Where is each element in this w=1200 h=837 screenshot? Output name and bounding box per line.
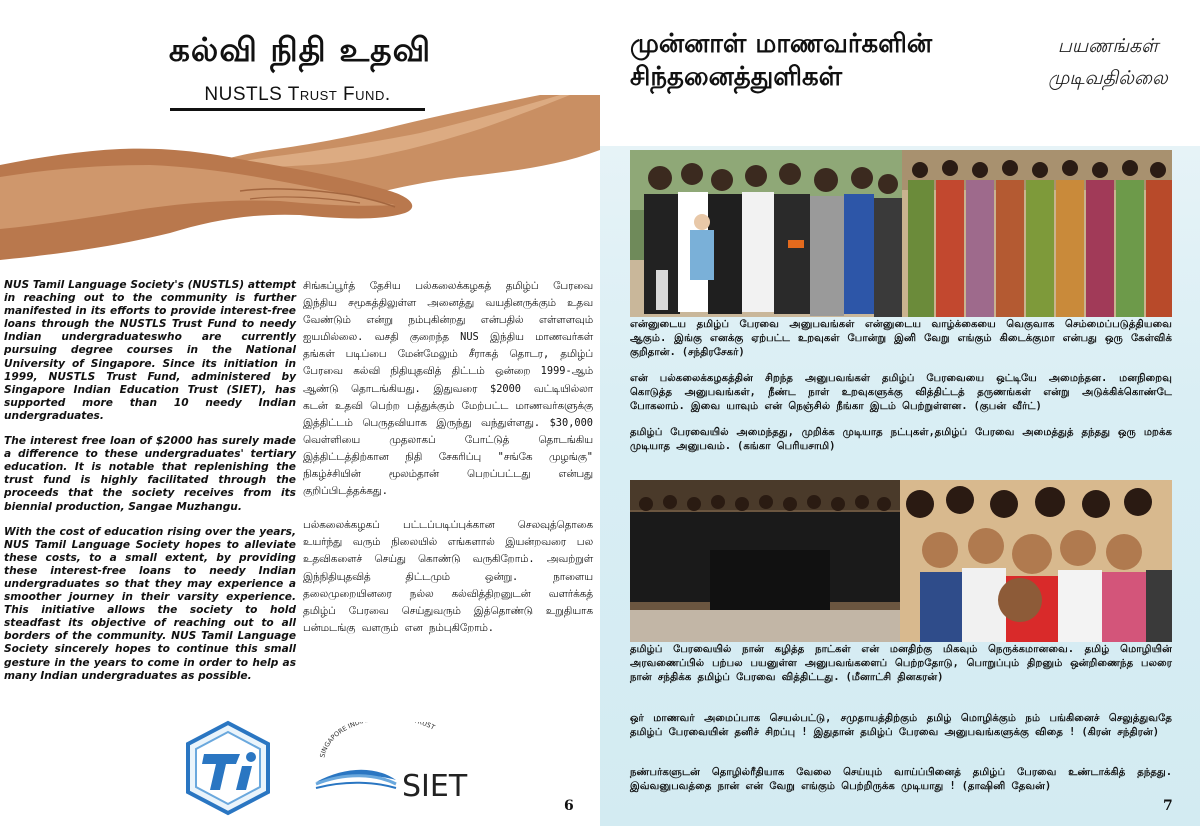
testimonial-quote: ஒர் மாணவர் அமைப்பாக செயல்பட்டு, சமுதாயத்திற்கும் தமிழ் மொழிக்கும் நம் பங்கினைச் செலுத்துவதே தமிழ்ப் பேரவையின் தனிச் சிறப்பு ! இதுதான் தமிழ்ப் பேரவை அனுபவங்களுக்கு விதை ! (கிரன் சந்திரன்): [630, 713, 1172, 738]
group-photo-black-attire: [630, 480, 900, 642]
testimonial-quote: நண்பர்களுடன் தொழில்ரீதியாக வேலை செய்யும் வாய்ப்பினைத் தமிழ்ப் பேரவை உண்டாக்கித் தந்தது. இவ்வனுபவத்தை நான் என் வேறு எங்கும் பெற்றிருக்க முடியாது ! (தாஷினி தேவன்): [630, 767, 1172, 792]
page-title: [630, 28, 1030, 94]
siet-arc-text: SINGAPORE IND UST: [318, 722, 437, 759]
english-paragraph: The interest free loan of $2000 has surely made a difference to these undergraduates' tertiary education. It is notable that replenishing the trust fund is highly facilitated through the proceeds that the society receives from its biennial production, Sangae Muzhangu.: [4, 435, 296, 513]
tamil-paragraph: சிங்கப்பூர்த் தேசிய பல்கலைக்கழகத் தமிழ்ப் பேரவை இந்திய சமூகத்திலுள்ள அனைத்து வயதினருக்கும் உதவ வேண்டும் என்று நம்புகின்றது என்பதில் எள்ளளவும் ஐயமில்லை. வசதி குறைந்த NUS இந்திய மாணவர்கள் தங்கள் படிப்பை மேன்மேலும் சீராகத் தொடர, தமிழ்ப் பேரவை கல்வி நிதியுதவித் திட்டம் ஒன்றை 1999-ஆம் ஆண்டு தொடங்கியது. இதுவரை $2000 வட்டியில்லா கடன் உதவி பெற்ற பத்துக்கும் மேற்பட்ட மாணவர்களுக்கு இத்திட்டம் பெருதவியாக இருந்து வந்துள்ளது. $30,000 வெள்ளியை முதலாகப் போட்டுத் தொடங்கிய இத்திட்டத்திற்கான நிதி சேகரிப்பு "சங்கே முழங்கு" நிகழ்ச்சியின் மூலம்தான் பெறப்பட்டது என்பது குறிப்பிடத்தக்கது.: [303, 280, 593, 498]
english-paragraph: With the cost of education rising over the years, NUS Tamil Language Society hopes to alleviate these costs, to a small extent, by providing these interest-free loans to needy Indian undergraduates so that they may experience a smoother journey in their varsity experience. This initiative allows the society to hold steadfast its objective of reaching out to all borders of the community. NUS Tamil Language Society sincerely hopes to continue this small gesture in the years to come in order to help as many Indian undergraduates as possible.: [4, 525, 296, 682]
siet-logo-graphic: [306, 722, 470, 802]
title-line-2: சிந்தனைத்துளிகள்: [630, 62, 843, 92]
testimonial-quote: என்னுடைய தமிழ்ப் பேரவை அனுபவங்கள் என்னுடைய வாழ்க்கையை வெகுவாக செம்மைப்படுத்தியவை ஆகும். இங்கு எனக்கு ஏற்பட்ட உறவுகள் போன்று இனி வேறு எங்கும் கிடைக்குமா என்பது ஒரு கேள்விக் குறிதான். (சந்திரசேகர்): [630, 319, 1172, 358]
script-line-1: பயணங்கள்: [1057, 35, 1159, 57]
testimonial-quote: தமிழ்ப் பேரவையில் நான் கழித்த நாட்கள் என் மனதிற்கு மிகவும் நெருக்கமானவை. தமிழ் மொழியின் அரவணைப்பில் பற்பல பயனுள்ள அனுபவங்களைப் பெற்றதோடு, பொறுப்பும் திறனும் ஒன்றிணைந்த பலரை நான் சந்திக்க தமிழ்ப் பேரவை வித்திட்டது. (மீனாட்சி தினகரன்): [630, 644, 1172, 683]
english-paragraph: NUS Tamil Language Society's (NUSTLS) attempt in reaching out to the community is further manifested in its efforts to provide interest-free loans through the NUSTLS Trust Fund to needy Indian undergraduateswho are currently pursuing degree courses in the National University of Singapore. Since its initiation in 1999, NUSTLS Trust Fund, administered by Singapore Indian Education Trust (SIET), has supported more than 10 needy Indian undergraduates.: [4, 279, 296, 422]
page-subtitle: NUSTLS Trust Fund.: [170, 84, 425, 111]
script-line-2: முடிவதில்லை: [1048, 67, 1168, 89]
ti-logo-icon: [180, 720, 276, 816]
siet-letters: SIET: [402, 769, 468, 802]
script-title: [1043, 30, 1173, 94]
testimonial-quote: என் பல்கலைக்கழகத்தின் சிறந்த அனுபவங்கள் தமிழ்ப் பேரவையை ஒட்டியே அமைந்தன. மனநிறைவு கொடுத்த அனுபவங்கள், நீண்ட நாள் உறவுகளுக்கு வித்திட்டத் தருணங்கள் என்று அடுக்கிக்கொண்டே போகலாம். இவை யாவும் என் நெஞ்சில் நீங்கா இடம் பெற்றுள்ளன. (குபன் வீர்ட்): [630, 373, 1172, 412]
title-line-1: முன்னாள் மாணவர்களின்: [630, 29, 933, 59]
siet-logo: [306, 722, 470, 802]
tamil-article: [303, 278, 593, 654]
tamil-paragraph: பல்கலைக்கழகப் பட்டப்படிப்புக்கான செலவுத்தொகை உயர்ந்து வரும் நிலையில் எங்களால் இயன்றவரை பல உதவிகளைச் செய்து கொண்டு வருகிறோம். அவற்றுள் இந்நிதியுதவித் திட்டமும் ஒன்று. நாளைய தலைமுறையினரை நல்ல கல்வித்திறனுடன் வளர்க்கத் தமிழ்ப் பேரவை செய்துவரும் இத்தொண்டு உறுதியாக பன்மடங்கு வளரும் என நம்புகிறோம்.: [303, 519, 593, 634]
group-photo-closeup: [900, 480, 1172, 642]
page-number-right: 7: [1163, 798, 1173, 814]
page-number-left: 6: [564, 798, 574, 814]
hands-illustration: [0, 95, 600, 265]
right-page: [600, 0, 1200, 837]
group-photo-sarees: [902, 150, 1172, 317]
english-article: [4, 279, 296, 695]
group-photo-outdoor: [630, 150, 902, 317]
testimonial-quote: தமிழ்ப் பேரவையில் அமைந்தது, முறிக்க முடியாத நட்புகள்,தமிழ்ப் பேரவை அமைத்துத் தந்தது ஒரு மறக்க முடியாத அனுபவம். (கங்கா பெரியசாமி): [630, 427, 1172, 452]
page-title: கல்வி நிதி உதவி: [168, 30, 432, 69]
testimonials-panel: [600, 146, 1200, 826]
